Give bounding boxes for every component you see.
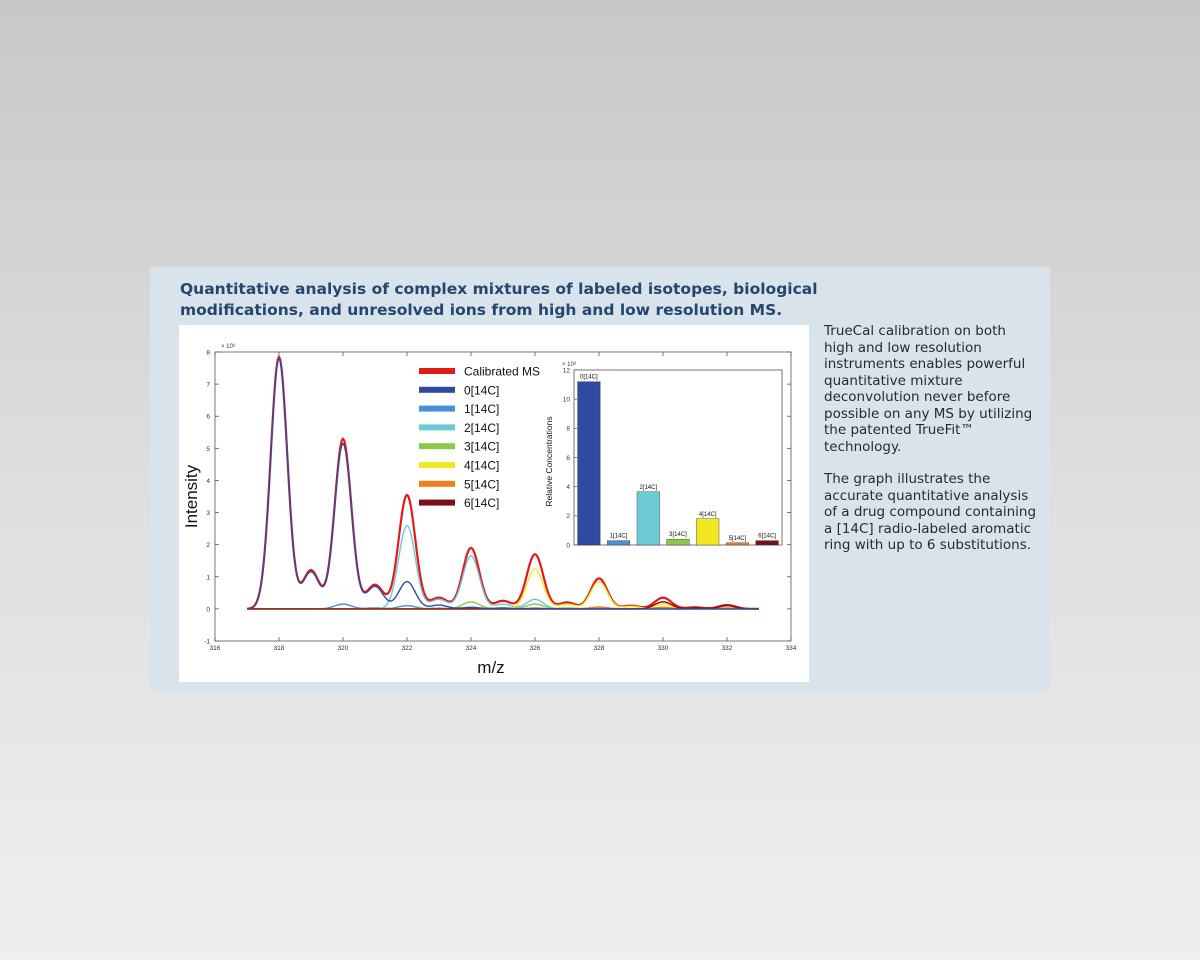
description-paragraph-1: TrueCal calibration on both high and low resolution instruments enables powerful quantitative mixture deconvolution never before possible on any MS by utilizing the patented TrueFit™ technology. [824,323,1033,455]
y-tick-label: 5 [206,445,210,453]
card-title: Quantitative analysis of complex mixtures of labeled isotopes, biological modifications, and unresolved ions from high and low resolution MS. [180,280,818,319]
legend-swatch [419,424,455,430]
inset-bar [637,492,660,545]
legend-swatch [419,500,455,506]
x-tick-label: 326 [529,645,541,652]
inset-y-tick-label: 4 [566,483,570,491]
legend-swatch [419,406,455,412]
inset-bar [726,543,749,545]
y-tick-label: 3 [206,510,210,518]
y-tick-label: -1 [204,638,210,646]
x-tick-label: 330 [657,645,669,652]
inset-bar-label: 4[14C] [698,511,717,518]
legend-swatch [419,443,455,449]
inset-bar-label: 2[14C] [639,484,658,491]
description-paragraph-2: The graph illustrates the accurate quantitative analysis of a drug compound containing a [14C] radio-labeled aromatic ring with up to 6 substitutions. [824,471,1037,553]
inset-y-tick-label: 2 [566,513,570,521]
y-exponent-label: × 10⁶ [221,344,236,350]
inset-background [573,369,783,546]
legend-label: 6[14C] [464,496,500,511]
inset-bar [578,382,601,545]
legend-label: Calibrated MS [464,364,541,379]
legend-label: 2[14C] [464,420,500,435]
inset-y-tick-label: 0 [566,542,570,550]
x-tick-label: 322 [401,645,413,652]
y-tick-label: 4 [206,477,210,485]
inset-bar-label: 3[14C] [669,532,687,539]
x-tick-label: 316 [209,645,221,652]
inset-bar-chart [544,361,783,549]
x-tick-label: 328 [593,645,605,652]
x-tick-label: 318 [273,645,285,652]
side-description [824,323,1039,570]
y-tick-label: 1 [206,574,210,582]
inset-y-axis-label: Relative Concentrations [544,416,554,507]
y-tick-label: 0 [206,606,210,614]
inset-y-tick-label: 10 [562,396,570,404]
spectrum-chart [179,325,809,682]
y-tick-label: 6 [206,413,210,421]
legend [419,365,540,511]
inset-bar-label: 1[14C] [609,533,628,540]
inset-bar [607,541,630,545]
y-tick-label: 2 [206,542,210,550]
x-tick-label: 334 [785,645,797,652]
legend-swatch [419,387,455,393]
legend-label: 3[14C] [464,439,500,454]
chart-panel [179,325,809,682]
y-tick-label: 8 [206,349,210,357]
series-line-5 [247,569,759,609]
inset-y-tick-label: 8 [566,425,570,433]
x-tick-label: 320 [337,645,349,652]
inset-y-tick-label: 12 [562,367,570,375]
x-tick-label: 324 [465,645,477,652]
inset-bar-label: 5[14C] [728,535,747,542]
inset-bar [696,519,719,545]
y-axis-label: Intensity [182,464,201,529]
y-tick-label: 7 [206,381,210,389]
legend-swatch [419,462,455,468]
inset-bar [667,539,690,545]
legend-label: 0[14C] [464,383,500,398]
x-tick-label: 332 [721,645,733,652]
inset-y-tick-label: 6 [566,454,570,462]
legend-label: 5[14C] [464,477,500,492]
legend-swatch [419,481,455,487]
x-axis-label: m/z [477,658,505,677]
legend-label: 1[14C] [464,402,500,417]
legend-swatch [419,368,455,374]
inset-y-exponent-label: × 10⁶ [562,362,577,368]
info-card [150,267,1050,692]
inset-bar [756,541,779,545]
legend-label: 4[14C] [464,458,500,473]
inset-bar-label: 6[14C] [758,533,776,540]
inset-bar-label: 0[14C] [580,374,598,381]
